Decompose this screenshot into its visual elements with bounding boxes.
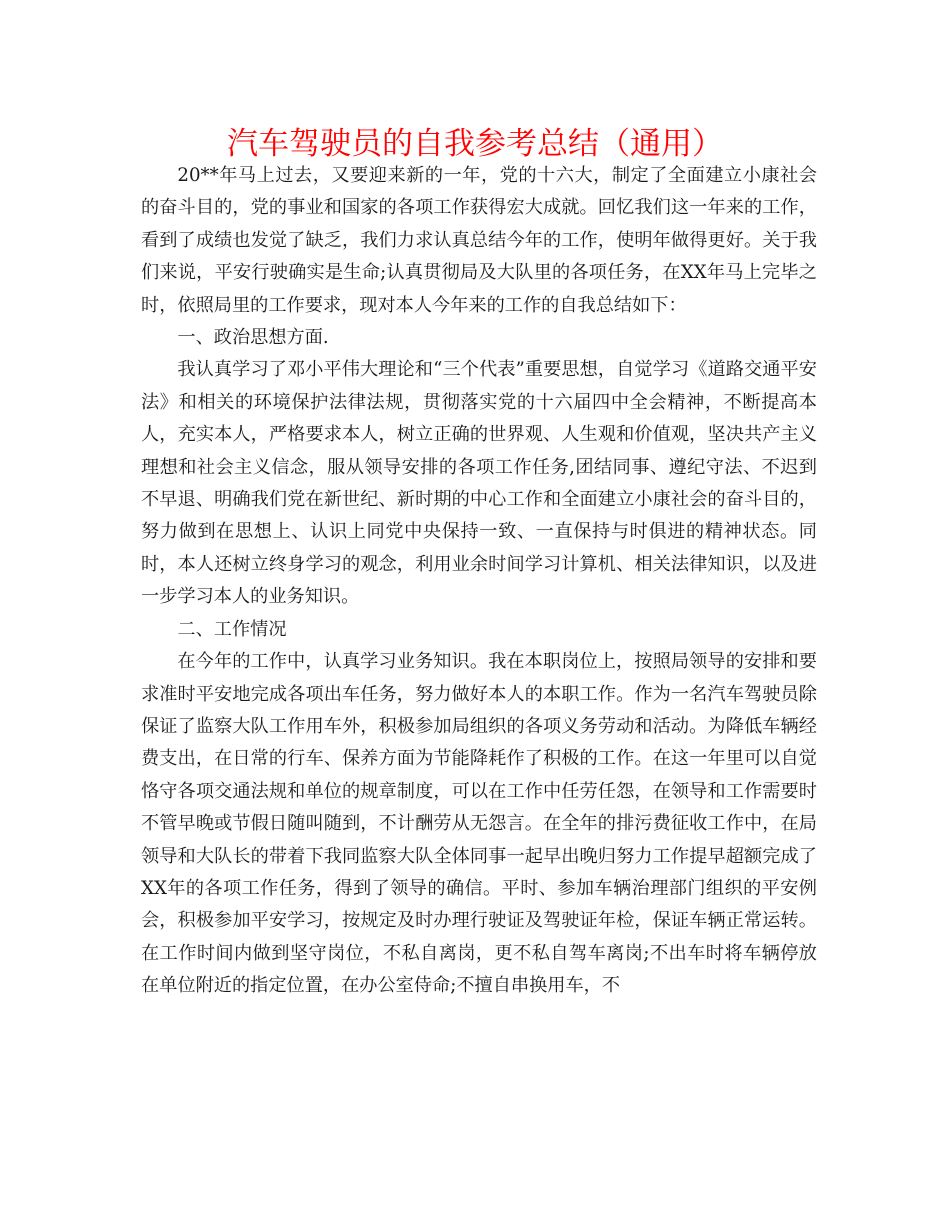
paragraph-intro: 20**年马上过去，又要迎来新的一年，党的十六大，制定了全面建立小康社会的奋斗目的，党的事业和国家的各项工作获得宏大成就。回忆我们这一年来的工作，看到了成绩也发觉了缺乏，我们力求认真总结今年的工作，使明年做得更好。关于我们来说，平安行驶确实是生命;认真贯彻局及大队里的各项任务，在XX年马上完毕之时，依照局里的工作要求，现对本人今年来的工作的自我总结如下： <box>141 165 817 316</box>
section-heading-work: 二、工作情况 <box>177 618 287 640</box>
document-body <box>141 160 817 1003</box>
paragraph-work: 在今年的工作中，认真学习业务知识。我在本职岗位上，按照局领导的安排和要求准时平安地完成各项出车任务，努力做好本人的本职工作。作为一名汽车驾驶员除保证了监察大队工作用车外，积极参加局组织的各项义务劳动和活动。为降低车辆经费支出，在日常的行车、保养方面为节能降耗作了积极的工作。在这一年里可以自觉恪守各项交通法规和单位的规章制度，可以在工作中任劳任怨，在领导和工作需要时不管早晚或节假日随叫随到，不计酬劳从无怨言。在全年的排污费征收工作中，在局领导和大队长的带着下我同监察大队全体同事一起早出晚归努力工作提早超额完成了XX年的各项工作任务，得到了领导的确信。平时、参加车辆治理部门组织的平安例会，积极参加平安学习，按规定及时办理行驶证及驾驶证年检，保证车辆正常运转。在工作时间内做到坚守岗位，不私自离岗，更不私自驾车离岗;不出车时将车辆停放在单位附近的指定位置，在办公室侍命;不擅自串换用车，不 <box>141 651 817 997</box>
document-title: 汽车驾驶员的自我参考总结（通用） <box>227 126 723 162</box>
section-heading-political: 一、政治思想方面. <box>177 327 329 349</box>
paragraph-political: 我认真学习了邓小平伟大理论和“三个代表”重要思想，自觉学习《道路交通平安法》和相关的环境保护法律法规，贯彻落实党的十六届四中全会精神，不断提高本人，充实本人，严格要求本人，树立正确的世界观、人生观和价值观，坚决共产主义理想和社会主义信念，服从领导安排的各项工作任务,团结同事、遵纪守法、不迟到不早退、明确我们党在新世纪、新时期的中心工作和全面建立小康社会的奋斗目的，努力做到在思想上、认识上同党中央保持一致、一直保持与时俱进的精神状态。同时，本人还树立终身学习的观念，利用业余时间学习计算机、相关法律知识，以及进一步学习本人的业务知识。 <box>141 359 817 608</box>
